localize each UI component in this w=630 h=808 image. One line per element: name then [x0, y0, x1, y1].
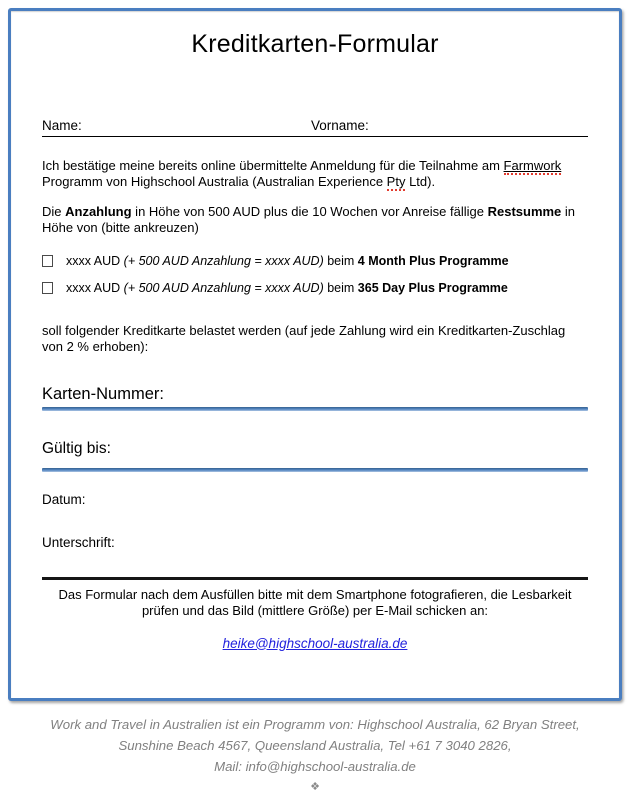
- valid-until-label: Gültig bis:: [42, 440, 111, 457]
- signature-label: Unterschrift:: [42, 535, 115, 550]
- checkbox-4-month[interactable]: [42, 255, 53, 267]
- checkbox-365-day[interactable]: [42, 282, 53, 294]
- date-label: Datum:: [42, 492, 86, 507]
- email-row: [42, 635, 588, 653]
- spellcheck-word-pty: Pty: [386, 173, 406, 189]
- name-input-area[interactable]: [82, 118, 311, 133]
- intro-line2-part2: Ltd).: [405, 173, 436, 189]
- vorname-label: Vorname:: [311, 118, 369, 133]
- option-details: (+ 500 AUD Anzahlung = xxxx AUD): [123, 254, 324, 268]
- footer-line1: Work and Travel in Australien ist ein Programm von: Highschool Australia, 62 Bryan Street,: [50, 717, 580, 732]
- name-label: Name:: [42, 118, 82, 133]
- ornament-icon: ❖: [310, 781, 320, 793]
- send-instructions: [42, 587, 588, 619]
- send-instructions-line2: prüfen und das Bild (mittlere Größe) per E-Mail schicken an:: [141, 602, 489, 618]
- intro-line2-part1: Programm von Highschool Australia (Australian Experience: [42, 173, 387, 189]
- footer-line2: Sunshine Beach 4567, Queensland Australia, Tel +61 7 3040 2826,: [118, 738, 512, 753]
- option-details: (+ 500 AUD Anzahlung = xxxx AUD): [123, 281, 324, 295]
- send-instructions-line1: Das Formular nach dem Ausfüllen bitte mit dem Smartphone fotografieren, die Lesbarkeit: [58, 586, 572, 602]
- payment-text: in: [561, 204, 576, 219]
- option-row-365-day: [42, 281, 588, 295]
- email-link[interactable]: heike@highschool-australia.de: [222, 635, 408, 651]
- option-amount: xxxx AUD: [66, 281, 124, 295]
- divider-rule: [42, 577, 588, 580]
- spellcheck-word-farmwork: Farmwork: [503, 158, 562, 173]
- option-amount: xxxx AUD: [66, 254, 124, 268]
- card-number-input-line[interactable]: [42, 407, 588, 411]
- page-footer: [0, 714, 630, 777]
- page-title: Kreditkarten-Formular: [191, 30, 439, 58]
- option-connector: beim: [323, 254, 358, 268]
- vorname-input-area[interactable]: [369, 118, 588, 133]
- option-row-4-month: [42, 254, 588, 268]
- payment-paragraph: [42, 204, 588, 235]
- option-programme-name: 365 Day Plus Programme: [357, 281, 508, 295]
- option-connector: beim: [323, 281, 358, 295]
- payment-bold-anzahlung: Anzahlung: [65, 204, 132, 219]
- form-document: [8, 8, 622, 701]
- name-vorname-row: [42, 118, 588, 137]
- intro-paragraph: [42, 158, 588, 189]
- card-number-label: Karten-Nummer:: [42, 385, 164, 403]
- intro-line1: Ich bestätige meine bereits online übermittelte Anmeldung für die Teilnahme am: [42, 158, 504, 173]
- option-programme-name: 4 Month Plus Programme: [357, 254, 509, 268]
- payment-bold-restsumme: Restsumme: [487, 204, 562, 219]
- charge-note-line1: soll folgender Kreditkarte belastet werden (auf jede Zahlung wird ein Kreditkarten-Zuschlag: [42, 323, 566, 338]
- payment-text: in Höhe von 500 AUD plus die 10 Wochen vor Anreise fällige: [131, 204, 488, 219]
- valid-until-input-line[interactable]: [42, 468, 588, 472]
- charge-note-line2: von 2 % erhoben):: [42, 338, 149, 354]
- charge-note-paragraph: [42, 323, 588, 354]
- footer-line3: Mail: info@highschool-australia.de: [214, 759, 416, 774]
- payment-line2: Höhe von (bitte ankreuzen): [42, 219, 199, 235]
- payment-text: Die: [42, 204, 66, 219]
